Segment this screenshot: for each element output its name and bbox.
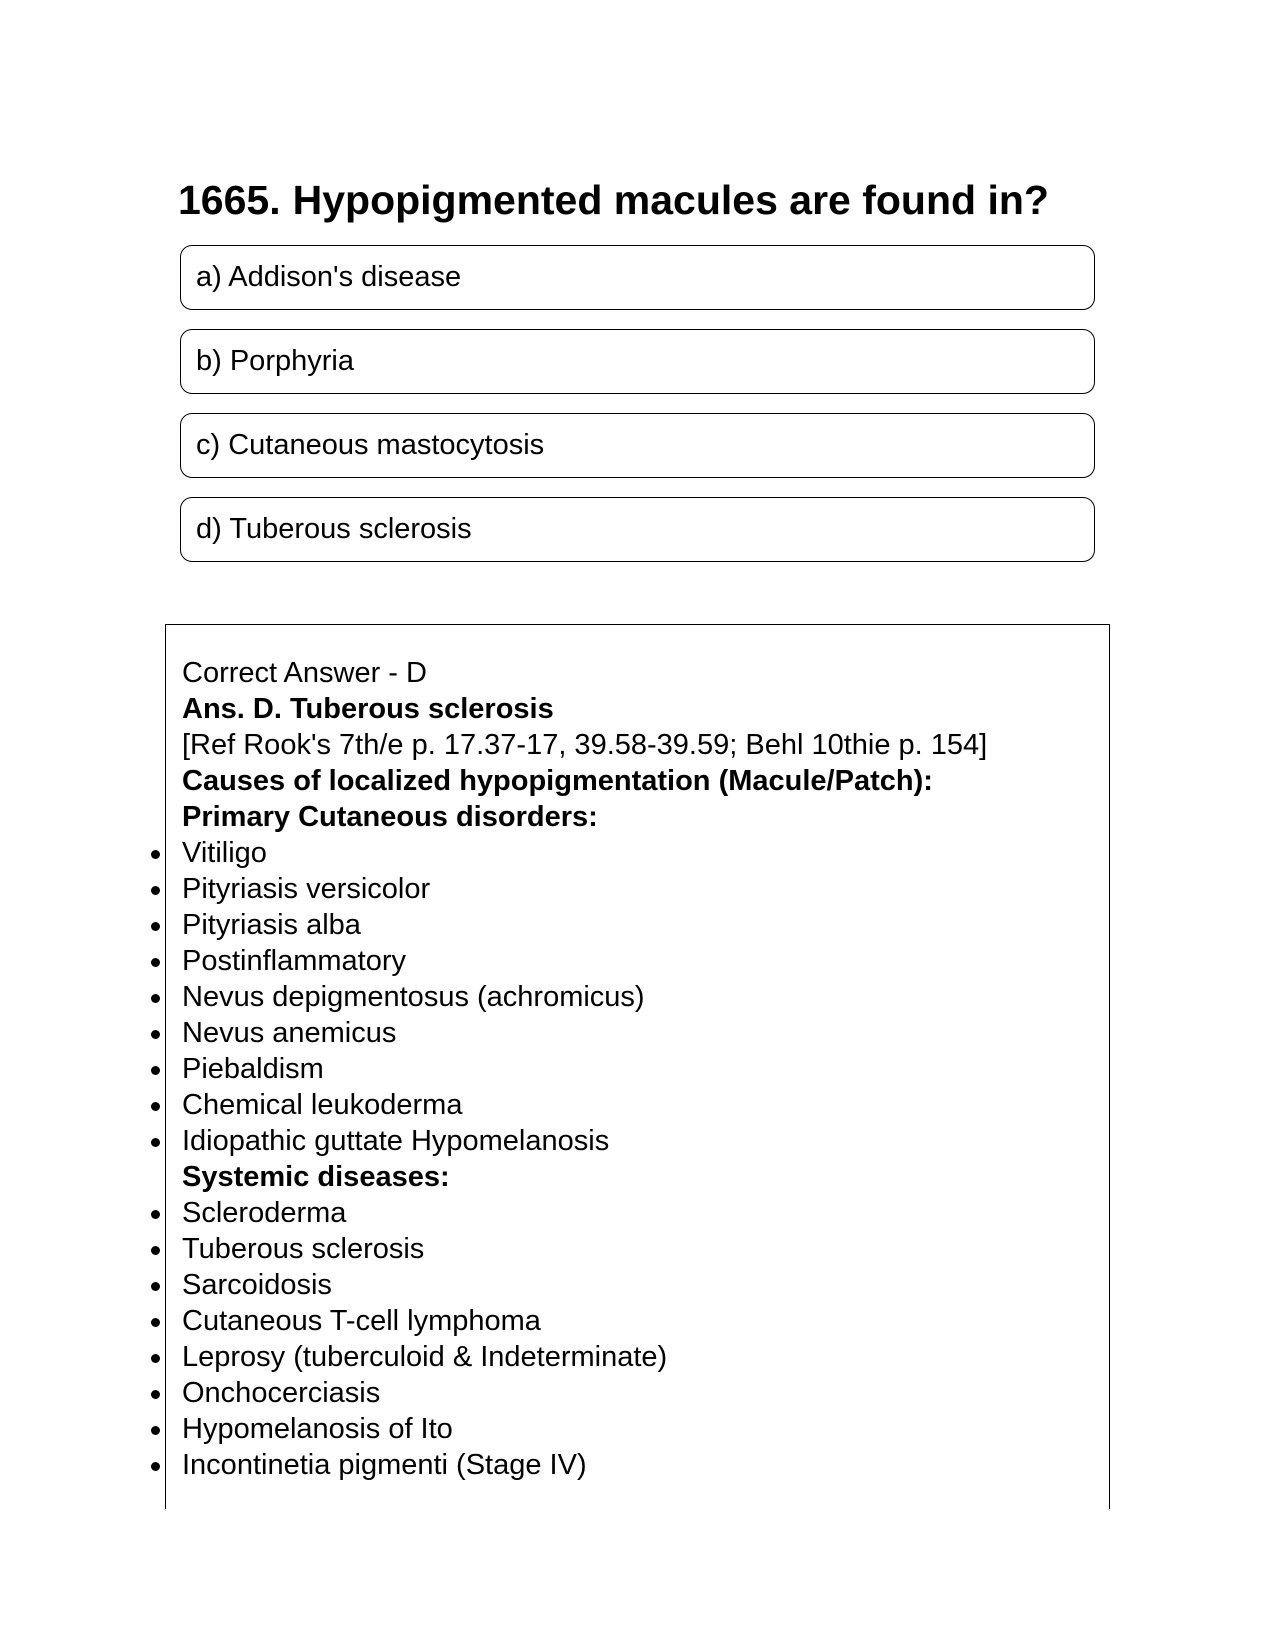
option-a[interactable]: a) Addison's disease xyxy=(180,245,1095,310)
list-item: Tuberous sclerosis xyxy=(182,1231,1099,1267)
answer-content xyxy=(182,655,1099,1483)
primary-heading: Primary Cutaneous disorders: xyxy=(182,801,598,833)
list-item: Cutaneous T-cell lymphoma xyxy=(182,1303,1099,1339)
answer-heading: Ans. D. Tuberous sclerosis xyxy=(182,693,554,725)
list-item: Chemical leukoderma xyxy=(182,1087,1099,1123)
question-title xyxy=(178,176,1049,224)
list-item: Postinflammatory xyxy=(182,943,1099,979)
list-item: Sarcoidosis xyxy=(182,1267,1099,1303)
correct-answer: Correct Answer - D xyxy=(182,657,427,689)
primary-list xyxy=(182,835,1099,1159)
option-c[interactable]: c) Cutaneous mastocytosis xyxy=(180,413,1095,478)
list-item: Pityriasis versicolor xyxy=(182,871,1099,907)
list-item: Piebaldism xyxy=(182,1051,1099,1087)
list-item: Vitiligo xyxy=(182,835,1099,871)
list-item: Nevus anemicus xyxy=(182,1015,1099,1051)
reference: [Ref Rook's 7th/e p. 17.37-17, 39.58-39.59; Behl 10thie p. 154] xyxy=(182,729,988,761)
list-item: Nevus depigmentosus (achromicus) xyxy=(182,979,1099,1015)
question-number: 1665. xyxy=(178,177,281,223)
answer-box xyxy=(165,624,1110,1509)
causes-heading: Causes of localized hypopigmentation (Macule/Patch): xyxy=(182,765,933,797)
list-item: Hypomelanosis of Ito xyxy=(182,1411,1099,1447)
option-b[interactable]: b) Porphyria xyxy=(180,329,1095,394)
list-item: Scleroderma xyxy=(182,1195,1099,1231)
systemic-heading: Systemic diseases: xyxy=(182,1161,450,1193)
list-item: Idiopathic guttate Hypomelanosis xyxy=(182,1123,1099,1159)
list-item: Leprosy (tuberculoid & Indeterminate) xyxy=(182,1339,1099,1375)
list-item: Onchocerciasis xyxy=(182,1375,1099,1411)
systemic-list xyxy=(182,1195,1099,1483)
list-item: Incontinetia pigmenti (Stage IV) xyxy=(182,1447,1099,1483)
option-d[interactable]: d) Tuberous sclerosis xyxy=(180,497,1095,562)
question-text: Hypopigmented macules are found in? xyxy=(292,177,1049,223)
list-item: Pityriasis alba xyxy=(182,907,1099,943)
